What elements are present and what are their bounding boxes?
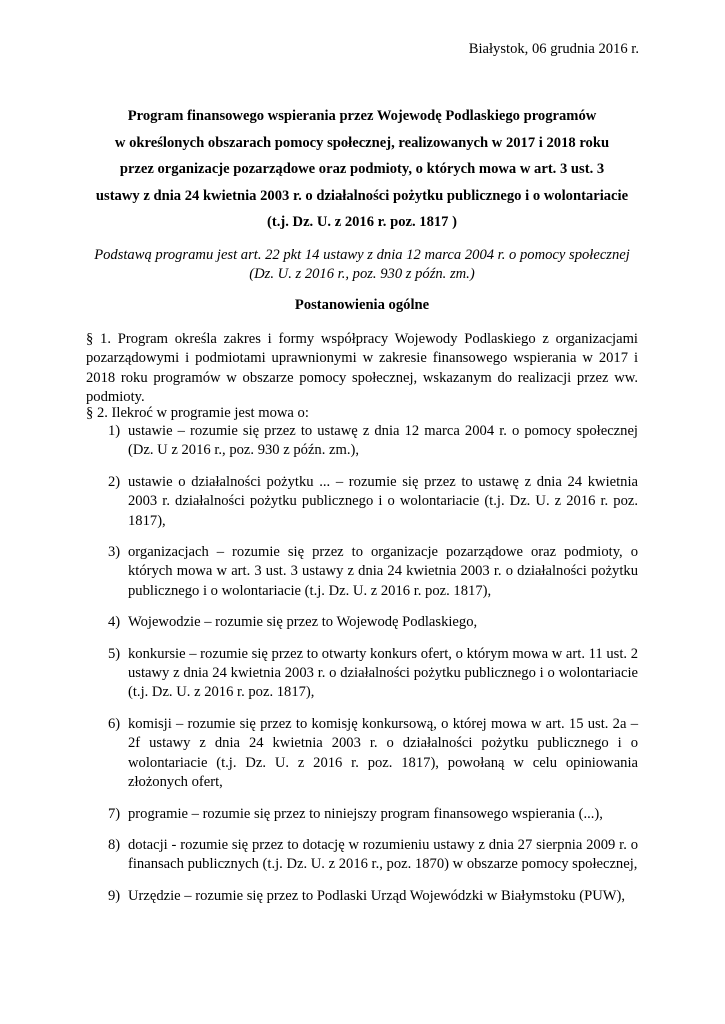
title-line: Program finansowego wspierania przez Wojewodę Podlaskiego programów [127, 108, 597, 124]
definition-item [86, 613, 638, 632]
definition-number: 8) [108, 836, 121, 853]
definition-text: programie – rozumie się przez to niniejszy program finansowego wspierania (...), [128, 805, 603, 822]
definition-item [86, 836, 638, 875]
title-line: (t.j. Dz. U. z 2016 r. poz. 1817 ) [267, 214, 457, 231]
definition-item [86, 473, 638, 531]
definition-text: komisji – rozumie się przez to komisję konkursową, o której mowa w art. 15 ust. 2a – 2f ustawy z dnia 24 kwietnia 2003 r. o działalności pożytku publicznego i o wolontariacie (t.j. Dz. U. z 2016 r. poz. 1817), powołaną w celu opiniowania złożonych ofert, [128, 715, 638, 791]
definition-number: 1) [108, 423, 121, 439]
paragraph-1: § 1. Program określa zakres i formy współpracy Wojewody Podlaskiego z organizacjami pozarządowymi i podmiotami uprawnionymi w zakresie finansowego wspierania w 2017 i 2018 roku programów w obszarze pomocy społecznej, wskazanym do realizacji przez ww. podmioty. [86, 331, 638, 406]
definition-number: 7) [108, 805, 121, 822]
legal-basis-line: Podstawą programu jest art. 22 pkt 14 ustawy z dnia 12 marca 2004 r. o pomocy społecznej [94, 247, 630, 263]
definition-number: 6) [108, 715, 121, 732]
title-line: w określonych obszarach pomocy społecznej, realizowanych w 2017 i 2018 roku [114, 134, 610, 151]
definition-text: ustawie – rozumie się przez to ustawę z dnia 12 marca 2004 r. o pomocy społecznej (Dz. U z 2016 r., poz. 930 z późn. zm.), [128, 423, 638, 459]
definition-text: dotacji - rozumie się przez to dotację w rozumieniu ustawy z dnia 27 sierpnia 2009 r. o finansach publicznych (t.j. Dz. U. z 2016 r., poz. 1870) w obszarze pomocy społecznej, [128, 836, 638, 873]
definition-number: 9) [108, 887, 121, 904]
definition-number: 3) [108, 544, 121, 561]
title-line: przez organizacje pozarządowe oraz podmioty, o których mowa w art. 3 ust. 3 [119, 161, 605, 178]
definition-item [86, 645, 638, 703]
legal-basis [86, 246, 638, 284]
definition-text: organizacjach – rozumie się przez to organizacje pozarządowe oraz podmioty, o których mowa w art. 3 ust. 3 ustawy z dnia 24 kwietnia 2003 r. o działalności pożytku publicznego i o wolontariacie (t.j. Dz. U. z 2016 r. poz. 1817), [128, 544, 638, 599]
section-heading: Postanowienia ogólne [294, 297, 430, 313]
definition-item [86, 715, 638, 793]
definition-item [86, 543, 638, 601]
definition-text: Wojewodzie – rozumie się przez to Wojewodę Podlaskiego, [128, 614, 478, 631]
definition-number: 2) [108, 473, 121, 490]
definition-text: Urzędzie – rozumie się przez to Podlaski Urząd Wojewódzki w Białymstoku (PUW), [128, 887, 626, 904]
definition-number: 4) [108, 614, 121, 631]
definitions-list [86, 422, 638, 918]
legal-basis-line: (Dz. U. z 2016 r., poz. 930 z późn. zm.) [249, 266, 475, 282]
definition-number: 5) [108, 645, 121, 662]
title-line: ustawy z dnia 24 kwietnia 2003 r. o działalności pożytku publicznego i o wolontariacie [95, 187, 629, 204]
document-title [86, 103, 638, 236]
definition-text: konkursie – rozumie się przez to otwarty konkurs ofert, o którym mowa w art. 11 ust. 2 ustawy z dnia 24 kwietnia 2003 r. o działalności pożytku publicznego i o wolontariacie (t.j. Dz. U. z 2016 r. poz. 1817), [128, 645, 638, 701]
definition-item [86, 422, 638, 461]
paragraph-2-intro: § 2. Ilekroć w programie jest mowa o: [86, 405, 309, 421]
definition-item [86, 805, 638, 824]
definition-item [86, 887, 638, 906]
document-date: Białystok, 06 grudnia 2016 r. [468, 41, 639, 57]
definition-text: ustawie o działalności pożytku ... – rozumie się przez to ustawę z dnia 24 kwietnia 2003 r. działalności pożytku publicznego i o wolontariacie (t.j. Dz. U. z 2016 r. poz. 1817), [128, 473, 638, 529]
